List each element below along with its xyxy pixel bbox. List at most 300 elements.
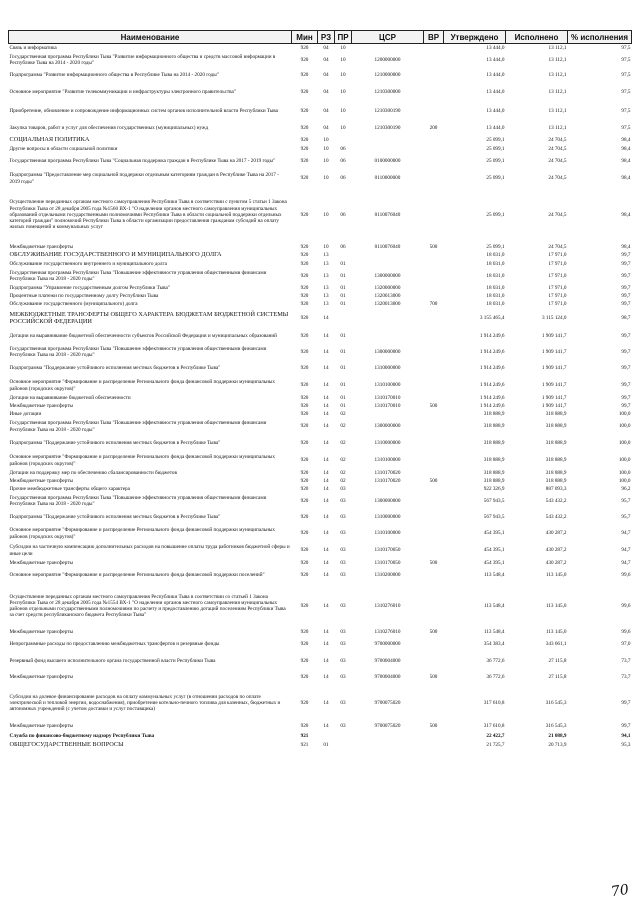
cell-percent: 99,7 xyxy=(621,252,631,259)
cell-min: 920 xyxy=(300,365,309,372)
cell-executed: 1 909 141,7 xyxy=(541,402,567,409)
cell-approved: 25 099,1 xyxy=(486,175,505,182)
cell-vr xyxy=(424,83,444,101)
cell-csr xyxy=(352,741,424,750)
cell-rz: 01 xyxy=(323,742,329,749)
cell-executed: 318 888,9 xyxy=(545,410,567,417)
cell-vr xyxy=(424,452,444,469)
cell-rz: 14 xyxy=(323,410,329,417)
cell-rz: 10 xyxy=(323,158,329,165)
cell-executed: 13 112,1 xyxy=(548,88,567,95)
cell-percent: 99,7 xyxy=(621,260,631,267)
cell-name: СОЦИАЛЬНАЯ ПОЛИТИКА xyxy=(9,136,90,144)
cell-min: 920 xyxy=(300,284,309,291)
cell-name: Резервный фонд высшего исполнительного органа государственной власти Республики Тыва xyxy=(9,657,216,664)
cell-name: Основное мероприятие "Формирование и распределение Регионального фонда финансовой поддержки поселений" xyxy=(9,572,265,579)
cell-name: Государственная программа Республики Тыва "Повышение эффективности управления общественными финансами Республики Тыва на 2018 - 2020 годы" xyxy=(9,345,267,358)
cell-vr xyxy=(424,187,444,243)
cell-approved: 36 772,6 xyxy=(486,673,505,680)
cell-name: Непрограммные расходы по предоставлению межбюджетных трансфертов и резервные фонды xyxy=(9,641,220,648)
cell-approved: 18 031,0 xyxy=(486,272,505,279)
cell-rz xyxy=(318,732,335,741)
cell-vr xyxy=(424,525,444,542)
cell-pr: 03 xyxy=(340,602,346,609)
cell-name: Межбюджетные трансферты xyxy=(9,243,74,250)
cell-percent: 99,6 xyxy=(621,602,631,609)
table-row xyxy=(9,628,632,636)
cell-name: Подпрограмма "Предоставление мер социальной поддержки отдельным категориям граждан в Республике Тыва на 2017 - 2019 годы" xyxy=(9,172,279,185)
cell-executed: 24 704,5 xyxy=(548,211,567,218)
cell-pr: 10 xyxy=(340,72,346,79)
table-row xyxy=(9,284,632,292)
cell-executed: 17 971,0 xyxy=(548,260,567,267)
cell-approved: 113 548,4 xyxy=(483,602,505,609)
cell-executed: 20 713,9 xyxy=(548,742,567,749)
cell-csr: 1310170020 xyxy=(374,477,401,484)
cell-name: Связь и информатика xyxy=(9,44,57,51)
cell-pr: 03 xyxy=(340,572,346,579)
cell-pr: 03 xyxy=(340,530,346,537)
cell-executed: 13 112,1 xyxy=(548,44,567,51)
table-row xyxy=(9,52,632,68)
cell-csr: 1310170020 xyxy=(374,469,401,476)
cell-vr xyxy=(424,685,444,721)
cell-min: 920 xyxy=(300,410,309,417)
cell-rz: 14 xyxy=(323,457,329,464)
cell-csr xyxy=(352,485,424,493)
cell-executed: 17 971,0 xyxy=(548,252,567,259)
cell-percent: 99,7 xyxy=(621,301,631,308)
cell-name: ОБЩЕГОСУДАРСТВЕННЫЕ ВОПРОСЫ xyxy=(9,741,124,749)
cell-rz: 14 xyxy=(323,572,329,579)
cell-rz: 14 xyxy=(323,657,329,664)
cell-vr xyxy=(424,509,444,525)
cell-vr xyxy=(424,741,444,750)
cell-min: 920 xyxy=(300,602,309,609)
cell-min: 920 xyxy=(300,260,309,267)
col-header-percent: % исполнения xyxy=(568,31,632,44)
cell-pr: 03 xyxy=(340,628,346,635)
cell-rz: 10 xyxy=(323,243,329,250)
cell-pr: 02 xyxy=(340,457,346,464)
cell-min: 920 xyxy=(300,673,309,680)
cell-approved: 13 444,0 xyxy=(486,107,505,114)
table-row xyxy=(9,410,632,418)
cell-vr: 200 xyxy=(429,125,438,132)
cell-min: 920 xyxy=(300,457,309,464)
cell-approved: 18 031,0 xyxy=(486,260,505,267)
cell-rz: 14 xyxy=(323,513,329,520)
cell-csr: 1300000000 xyxy=(374,272,401,279)
cell-csr: 9700075020 xyxy=(374,723,401,730)
cell-csr: 1310000000 xyxy=(374,513,401,520)
page-number: 70 xyxy=(610,881,631,901)
cell-approved: 1 914 249,6 xyxy=(479,332,505,339)
cell-csr: 9700004000 xyxy=(374,673,401,680)
cell-rz: 14 xyxy=(323,485,329,492)
table-row xyxy=(9,741,632,750)
cell-csr: 1320013000 xyxy=(374,301,401,308)
cell-csr: 1310100000 xyxy=(374,530,401,537)
cell-vr xyxy=(424,136,444,145)
cell-approved: 18 031,0 xyxy=(486,292,505,299)
cell-rz: 14 xyxy=(323,628,329,635)
table-row xyxy=(9,292,632,300)
col-header-approved: Утверждено xyxy=(444,31,506,44)
cell-approved: 25 099,1 xyxy=(486,137,505,144)
cell-min: 920 xyxy=(300,572,309,579)
cell-vr xyxy=(424,469,444,477)
cell-pr: 03 xyxy=(340,497,346,504)
cell-vr xyxy=(424,493,444,509)
cell-executed: 1 909 141,7 xyxy=(541,365,567,372)
cell-pr: 03 xyxy=(340,485,346,492)
cell-name: Государственная программа Республики Тыва "Повышение эффективности управления общественными финансами Республики Тыва на 2018 - 2020 годы" xyxy=(9,269,267,282)
cell-pr: 10 xyxy=(340,44,346,51)
cell-rz: 14 xyxy=(323,699,329,706)
cell-percent: 99,7 xyxy=(621,292,631,299)
cell-rz: 13 xyxy=(323,301,329,308)
cell-vr: 700 xyxy=(429,301,438,308)
cell-approved: 13 444,0 xyxy=(486,88,505,95)
cell-min: 920 xyxy=(300,723,309,730)
cell-percent: 73,7 xyxy=(621,673,631,680)
cell-rz: 04 xyxy=(323,44,329,51)
table-row xyxy=(9,187,632,243)
table-row xyxy=(9,509,632,525)
cell-vr xyxy=(424,268,444,284)
cell-percent: 98,7 xyxy=(621,315,631,322)
table-row xyxy=(9,121,632,136)
cell-percent: 100,0 xyxy=(618,469,631,476)
cell-csr: 1200000000 xyxy=(374,56,401,63)
cell-name: Основное мероприятие "Формирование и распределение Регионального фонда финансовой поддержки муниципальных районов (городских округов)" xyxy=(9,527,275,540)
cell-executed: 1 909 141,7 xyxy=(541,382,567,389)
cell-rz: 14 xyxy=(323,348,329,355)
cell-csr: 1210000000 xyxy=(374,72,401,79)
cell-vr xyxy=(424,485,444,493)
table-row xyxy=(9,170,632,187)
cell-approved: 3 155 465,4 xyxy=(479,315,505,322)
table-row xyxy=(9,251,632,260)
cell-min: 920 xyxy=(300,628,309,635)
cell-executed: 318 888,9 xyxy=(545,469,567,476)
cell-percent: 98,4 xyxy=(621,137,631,144)
cell-pr: 02 xyxy=(340,469,346,476)
cell-approved: 18 031,0 xyxy=(486,301,505,308)
cell-vr xyxy=(424,328,444,344)
cell-rz: 10 xyxy=(323,137,329,144)
cell-percent: 99,6 xyxy=(621,628,631,635)
cell-name: Субсидии на долевое финансирование расходов на оплату коммунальных услуг (в отношении расходов по оплате электрической и тепловой энергии, водоснабжения), приобретение котельно-печного топлива для казенных, бюджетных и автономных учреждений (с учетом доставки и услуг поставщика) xyxy=(9,693,281,713)
cell-min: 920 xyxy=(300,137,309,144)
cell-executed: 1 909 141,7 xyxy=(541,348,567,355)
table-row xyxy=(9,101,632,121)
cell-csr: 1310170050 xyxy=(374,559,401,566)
cell-vr xyxy=(424,542,444,559)
cell-csr: 0110000000 xyxy=(374,175,401,182)
table-row xyxy=(9,721,632,732)
cell-min: 920 xyxy=(300,485,309,492)
cell-min: 920 xyxy=(300,125,309,132)
cell-rz: 14 xyxy=(323,394,329,401)
cell-min: 920 xyxy=(300,252,309,259)
cell-approved: 1 914 249,6 xyxy=(479,365,505,372)
cell-pr: 01 xyxy=(340,272,346,279)
cell-name: Межбюджетные трансферты xyxy=(9,477,74,484)
cell-min: 920 xyxy=(300,175,309,182)
cell-approved: 22 422,7 xyxy=(486,733,505,740)
cell-csr: 1310170010 xyxy=(374,394,401,401)
cell-rz: 14 xyxy=(323,402,329,409)
cell-percent: 97,5 xyxy=(621,56,631,63)
cell-rz: 14 xyxy=(323,547,329,554)
cell-pr: 02 xyxy=(340,440,346,447)
cell-executed: 113 145,0 xyxy=(545,572,567,579)
cell-percent: 99,7 xyxy=(621,382,631,389)
cell-executed: 543 432,2 xyxy=(545,497,567,504)
cell-min: 920 xyxy=(300,158,309,165)
cell-min: 920 xyxy=(300,641,309,648)
cell-min: 920 xyxy=(300,423,309,430)
table-row xyxy=(9,469,632,477)
table-row xyxy=(9,268,632,284)
cell-pr: 03 xyxy=(340,699,346,706)
cell-name: Другие вопросы в области социальной политики xyxy=(9,145,118,152)
cell-approved: 567 943,5 xyxy=(483,513,505,520)
cell-approved: 13 444,0 xyxy=(486,72,505,79)
cell-pr: 10 xyxy=(340,107,346,114)
table-row xyxy=(9,485,632,493)
cell-vr xyxy=(424,44,444,53)
cell-name: Межбюджетные трансферты xyxy=(9,402,74,409)
cell-pr: 03 xyxy=(340,723,346,730)
cell-csr: 1210300190 xyxy=(374,125,401,132)
col-header-name: Наименование xyxy=(9,31,292,44)
cell-percent: 98,4 xyxy=(621,145,631,152)
cell-min: 920 xyxy=(300,348,309,355)
cell-pr: 06 xyxy=(340,145,346,152)
table-row xyxy=(9,567,632,584)
cell-percent: 94,7 xyxy=(621,530,631,537)
cell-executed: 27 115,8 xyxy=(548,657,567,664)
cell-csr xyxy=(352,309,424,328)
cell-name: Основное мероприятие "Развитие телекоммуникации и инфраструктуры электронного правительства" xyxy=(9,88,236,95)
cell-name: Обслуживание государственного (муниципального) долга xyxy=(9,301,138,308)
table-row xyxy=(9,402,632,410)
cell-executed: 316 545,3 xyxy=(545,699,567,706)
cell-rz: 04 xyxy=(323,125,329,132)
cell-csr xyxy=(352,44,424,53)
table-row xyxy=(9,44,632,53)
cell-name: Государственная программа Республики Тыва "Социальная поддержка граждан в Республике Тыва на 2017 - 2019 годы" xyxy=(9,158,276,165)
cell-approved: 318 888,9 xyxy=(483,469,505,476)
cell-csr: 1210300000 xyxy=(374,88,401,95)
cell-approved: 318 888,9 xyxy=(483,423,505,430)
cell-pr: 01 xyxy=(340,284,346,291)
cell-min: 920 xyxy=(300,292,309,299)
cell-percent: 99,7 xyxy=(621,348,631,355)
cell-percent: 99,7 xyxy=(621,284,631,291)
cell-pr xyxy=(335,732,352,741)
cell-min: 920 xyxy=(300,547,309,554)
cell-rz: 14 xyxy=(323,440,329,447)
cell-csr xyxy=(352,251,424,260)
cell-percent: 97,5 xyxy=(621,107,631,114)
cell-csr xyxy=(352,145,424,153)
cell-csr: 1310276010 xyxy=(374,602,401,609)
cell-executed: 318 888,9 xyxy=(545,477,567,484)
cell-pr: 02 xyxy=(340,477,346,484)
cell-executed: 3 115 124,0 xyxy=(542,315,567,322)
cell-vr xyxy=(424,170,444,187)
cell-pr: 01 xyxy=(340,365,346,372)
cell-approved: 25 099,1 xyxy=(486,211,505,218)
cell-vr xyxy=(424,418,444,435)
cell-pr: 03 xyxy=(340,513,346,520)
cell-percent: 97,5 xyxy=(621,88,631,95)
cell-pr: 01 xyxy=(340,382,346,389)
table-row xyxy=(9,685,632,721)
cell-percent: 99,7 xyxy=(621,723,631,730)
cell-percent: 95,7 xyxy=(621,497,631,504)
cell-csr: 1310170010 xyxy=(374,402,401,409)
cell-percent: 99,6 xyxy=(621,572,631,579)
cell-name: Межбюджетные трансферты xyxy=(9,723,74,730)
cell-rz: 14 xyxy=(323,673,329,680)
cell-percent: 98,4 xyxy=(621,158,631,165)
cell-min: 921 xyxy=(300,742,309,749)
table-row xyxy=(9,559,632,567)
cell-vr: 500 xyxy=(429,628,438,635)
cell-name: Межбюджетные трансферты xyxy=(9,673,74,680)
cell-approved: 318 888,9 xyxy=(483,457,505,464)
cell-name: Субсидии на частичную компенсацию дополнительных расходов на повышение оплаты труда работников бюджетной сферы и иные цели xyxy=(9,544,290,557)
cell-approved: 318 888,9 xyxy=(483,410,505,417)
cell-min: 920 xyxy=(300,559,309,566)
cell-approved: 25 099,1 xyxy=(486,158,505,165)
cell-percent: 100,0 xyxy=(618,423,631,430)
col-header-min: Мин xyxy=(292,31,318,44)
table-row xyxy=(9,669,632,685)
cell-vr xyxy=(424,435,444,452)
cell-executed: 113 145,0 xyxy=(545,628,567,635)
cell-approved: 36 772,6 xyxy=(486,657,505,664)
cell-rz: 13 xyxy=(323,292,329,299)
cell-percent: 97,5 xyxy=(621,125,631,132)
cell-executed: 24 704,5 xyxy=(548,175,567,182)
cell-min: 920 xyxy=(300,301,309,308)
table-row xyxy=(9,260,632,268)
cell-executed: 27 115,8 xyxy=(548,673,567,680)
cell-vr: 500 xyxy=(429,723,438,730)
cell-rz: 04 xyxy=(323,56,329,63)
cell-csr: 1310170050 xyxy=(374,547,401,554)
cell-name: Приобретение, обновление и сопровождение информационных систем органов исполнительной власти Республики Тыва xyxy=(9,107,278,114)
cell-name: Межбюджетные трансферты xyxy=(9,628,74,635)
cell-vr xyxy=(424,68,444,83)
cell-csr: 1310100000 xyxy=(374,457,401,464)
cell-rz: 04 xyxy=(323,88,329,95)
cell-rz: 14 xyxy=(323,365,329,372)
cell-name: Основное мероприятие "Формирование и распределение Регионального фонда финансовой поддержки муниципальных районов (городских округов)" xyxy=(9,454,275,467)
cell-rz: 14 xyxy=(323,332,329,339)
cell-executed: 24 704,5 xyxy=(548,137,567,144)
cell-name: Процентные платежи по государственному долгу Республики Тыва xyxy=(9,292,159,299)
cell-executed: 17 971,0 xyxy=(548,284,567,291)
table-row xyxy=(9,309,632,328)
cell-percent: 97,5 xyxy=(621,44,631,51)
cell-min: 920 xyxy=(300,530,309,537)
table-row xyxy=(9,300,632,309)
cell-name: Закупка товаров, работ и услуг для обеспечения государственных (муниципальных) нужд xyxy=(9,125,209,132)
cell-rz: 14 xyxy=(323,469,329,476)
cell-approved: 567 943,5 xyxy=(483,497,505,504)
table-row xyxy=(9,418,632,435)
table-header-row xyxy=(9,31,632,44)
cell-name: Прочие межбюджетные трансферты общего характера xyxy=(9,485,130,492)
cell-pr: 10 xyxy=(340,125,346,132)
cell-approved: 1 914 249,6 xyxy=(479,382,505,389)
cell-pr: 03 xyxy=(340,559,346,566)
cell-rz: 14 xyxy=(323,382,329,389)
cell-pr: 10 xyxy=(340,56,346,63)
table-row xyxy=(9,377,632,394)
cell-percent: 95,7 xyxy=(621,513,631,520)
cell-executed: 24 704,5 xyxy=(548,158,567,165)
cell-vr xyxy=(424,260,444,268)
cell-name: Обслуживание государственного внутреннего и муниципального долга xyxy=(9,260,167,267)
cell-vr xyxy=(424,153,444,170)
table-row xyxy=(9,493,632,509)
cell-name: Подпрограмма "Развитие информационного общества в Республике Тыва на 2014 - 2020 годы" xyxy=(9,72,219,79)
cell-pr: 02 xyxy=(340,423,346,430)
cell-vr xyxy=(424,410,444,418)
col-header-vr: ВР xyxy=(424,31,444,44)
cell-percent: 100,0 xyxy=(618,410,631,417)
cell-executed: 21 088,9 xyxy=(548,733,567,740)
cell-name: Осуществление переданных органам местного самоуправления Республики Тыва в соответствии со статьей 1 Закона Республики Тыва от 28 декабря 2005 года №1554 ВХ-1 "О наделении органов местного самоуправления муниципальных районов отдельными государственными полномочиями по расчету и предоставлению дотаций поселениям Республики Тыва за счет средств республиканского бюджета Республики Тыва" xyxy=(9,593,286,619)
cell-csr: 1310276010 xyxy=(374,628,401,635)
cell-executed: 316 545,3 xyxy=(545,723,567,730)
cell-name: Служба по финансово-бюджетному надзору Республики Тыва xyxy=(9,733,155,740)
cell-csr: 0110076040 xyxy=(374,243,401,250)
cell-vr: 500 xyxy=(429,243,438,250)
cell-percent: 99,7 xyxy=(621,365,631,372)
cell-csr: 0110076040 xyxy=(374,211,401,218)
cell-min: 920 xyxy=(300,211,309,218)
cell-executed: 24 704,5 xyxy=(548,145,567,152)
table-row xyxy=(9,525,632,542)
cell-pr: 01 xyxy=(340,348,346,355)
cell-approved: 113 548,4 xyxy=(483,628,505,635)
cell-csr: 1310000000 xyxy=(374,440,401,447)
table-row xyxy=(9,435,632,452)
cell-executed: 17 971,0 xyxy=(548,301,567,308)
cell-executed: 343 661,1 xyxy=(545,641,567,648)
cell-approved: 13 444,0 xyxy=(486,44,505,51)
cell-name: Иные дотации xyxy=(9,410,42,417)
cell-executed: 13 112,1 xyxy=(548,56,567,63)
cell-pr: 06 xyxy=(340,175,346,182)
cell-executed: 430 287,2 xyxy=(545,530,567,537)
table-row xyxy=(9,83,632,101)
cell-pr: 03 xyxy=(340,673,346,680)
cell-pr: 06 xyxy=(340,243,346,250)
cell-min: 920 xyxy=(300,72,309,79)
cell-vr xyxy=(424,584,444,628)
cell-name: Дотации на поддержку мер по обеспечению сбалансированности бюджетов xyxy=(9,469,177,476)
